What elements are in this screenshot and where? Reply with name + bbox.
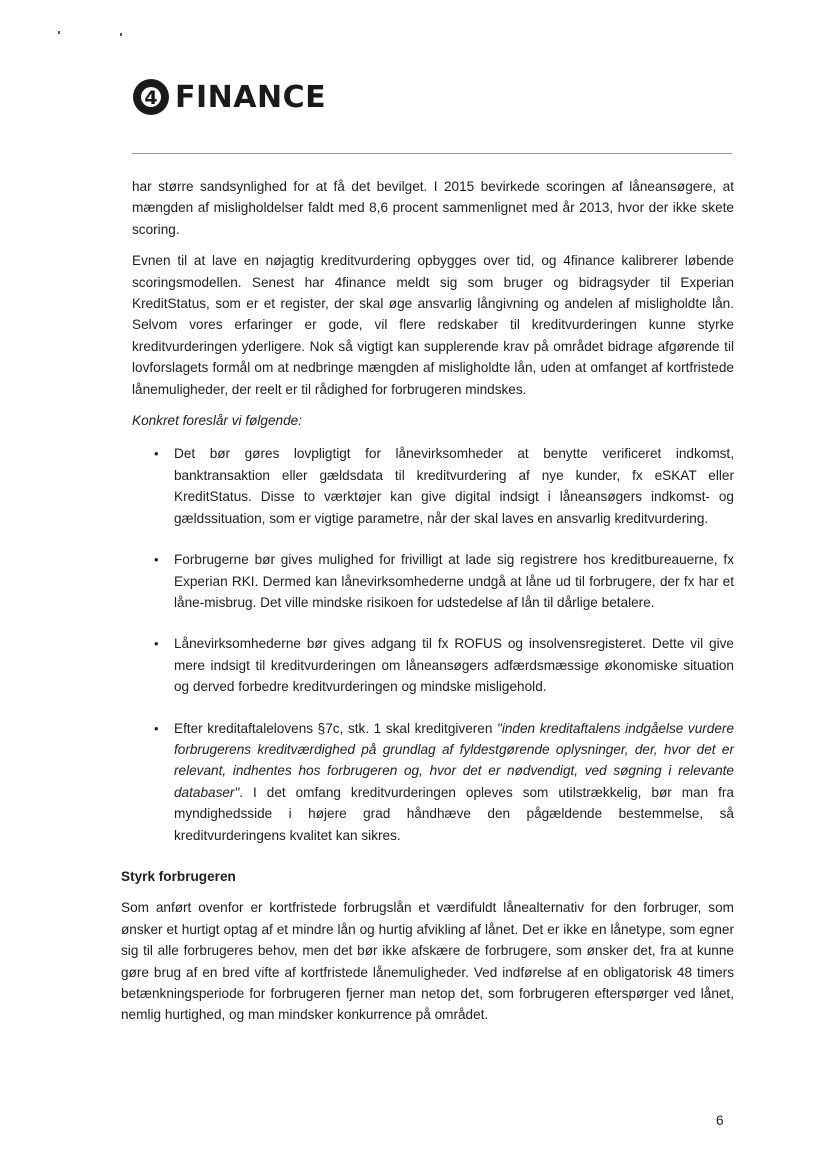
scan-speck: [58, 31, 60, 34]
list-item-text: Forbrugerne bør gives mulighed for frivilligt at lade sig registrere hos kreditbureauerne, fx Experian RKI. Dermed kan lånevirksomhederne undgå at låne ud til forbrugere, der fx har et låne-misbrug. Det ville mindske risikoen for udstedelse af lån til dårlige betalere.: [174, 552, 734, 610]
bullet-icon: •: [154, 636, 159, 652]
proposal-list: [132, 443, 734, 846]
paragraph-3: Som anført ovenfor er kortfristede forbrugslån et værdifuldt lånealternativ for den forbruger, som ønsker et hurtigt optag af et mindre lån og hurtig afvikling af lånet. Det er ikke en lånetype, som egner sig til alle forbrugeres behov, men det bør ikke afskære de forbrugere, som ønsker det, fra at kunne gøre brug af en bred vifte af kortfristede lånemuligheder. Ved indførelse af en obligatorisk 48 timers betænkningsperiode for forbrugeren fjerner man netop det, som forbrugeren efterspørger ved lånet, nemlig hurtighed, og man mindsker konkurrence på området.: [121, 900, 734, 1023]
list-item: [132, 718, 734, 846]
proposal-intro: Konkret foreslår vi følgende:: [132, 413, 303, 429]
section-heading: Styrk forbrugeren: [121, 868, 236, 884]
list-item: [132, 633, 734, 697]
list-item-text-after: . I det omfang kreditvurderingen opleves som utilstrækkelig, bør man fra myndighedsside i højere grad håndhæve den pågældende bestemmelse, så kreditvurderingens kvalitet kan sikres.: [174, 784, 734, 843]
page-number: 6: [716, 1113, 724, 1128]
logo-wordmark: FINANCE: [175, 79, 327, 115]
list-item: [132, 549, 734, 613]
svg-text:4: 4: [144, 87, 158, 109]
paragraph-2: Evnen til at lave en nøjagtig kreditvurdering opbygges over tid, og 4finance kalibrerer løbende scoringsmodellen. Senest har 4finance meldt sig som bruger og bidragsyder til Experian KreditStatus, som er et register, der skal øge ansvarlig långivning og andelen af misligholdte lån. Selvom vores erfaringer er gode, vil flere redskaber til kreditvurderingen kunne styrke kreditvurderingen yderligere. Nok så vigtigt kan supplerende krav på området bidrage afgørende til lovforslagets formål om at nedbringe mængden af misligholdte lån, uden at omfanget af kortfristede lånemuligheder, der reelt er til rådighed for forbrugeren mindskes.: [132, 253, 734, 397]
list-item: [132, 443, 734, 529]
paragraph-1: har større sandsynlighed for at få det bevilget. I 2015 bevirkede scoringen af låneansøgere, at mængden af misligholdelser faldt med 8,6 procent sammenlignet med år 2013, hvor der ikke skete scoring.: [132, 179, 734, 237]
company-logo: [132, 78, 326, 116]
bullet-icon: •: [154, 446, 159, 462]
list-item-text: Det bør gøres lovpligtigt for lånevirksomheder at benytte verificeret indkomst, banktransaktion eller gældsdata til kreditvurdering af nye kunder, fx eSKAT eller KreditStatus. Disse to værktøjer kan give digital indsigt i låneansøgers indkomst- og gældssituation, som er vigtige parametre, når der skal laves en ansvarlig kreditvurdering.: [174, 446, 734, 526]
bullet-icon: •: [154, 720, 159, 736]
scan-speck: [120, 33, 122, 36]
list-item-text: Lånevirksomhederne bør gives adgang til fx ROFUS og insolvensregisteret. Dette vil give mere indsigt til kreditvurderingen om låneansøgers adfærdsmæssige økonomiske situation og derved forbedre kreditvurderingen og mindske misligehold.: [174, 636, 734, 695]
bullet-icon: •: [154, 552, 159, 568]
header-divider: [132, 153, 732, 154]
document-body: [121, 176, 735, 1036]
list-item-text-before: Efter kreditaftalelovens §7c, stk. 1 skal kreditgiveren: [174, 720, 498, 736]
logo-circle-icon: [132, 78, 170, 116]
law-quote: "inden kreditaftalens indgåelse vurdere forbrugerens kreditværdighed på grundlag af fyldestgørende oplysninger, der, hvor det er relevant, indhentes hos forbrugeren og, hvor det er nødvendigt, ved søgning i relevante databaser": [174, 720, 735, 800]
